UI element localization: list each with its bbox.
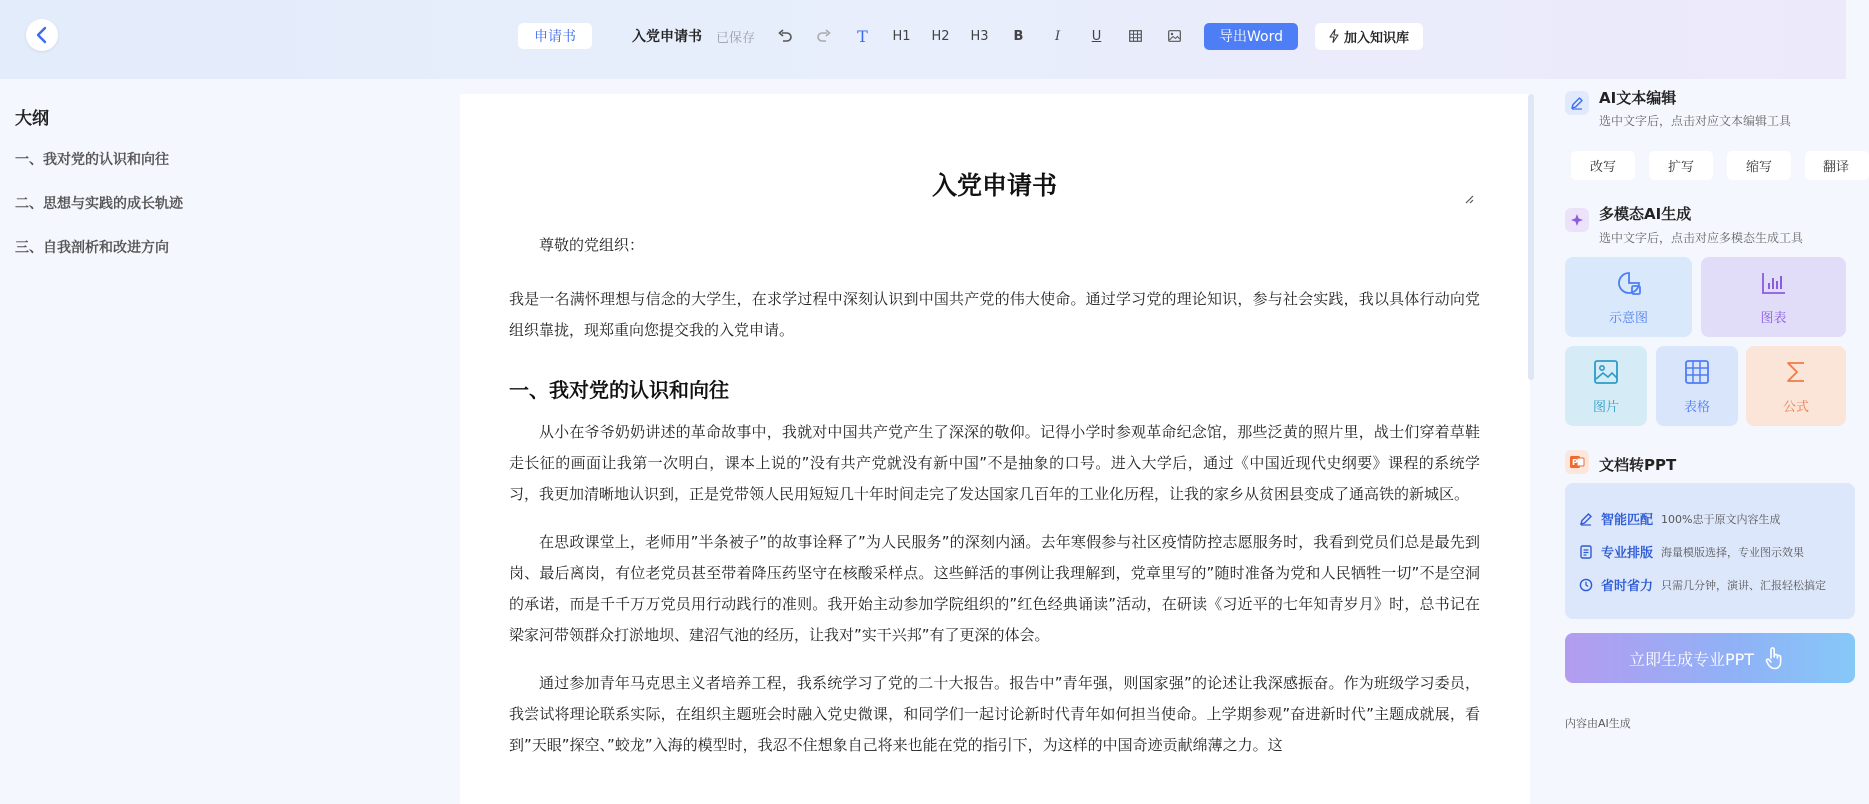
document-canvas[interactable] bbox=[460, 94, 1530, 804]
pen-icon bbox=[1565, 91, 1589, 115]
ai-edit-title: AI文本编辑 bbox=[1599, 89, 1677, 107]
ppt-icon bbox=[1565, 450, 1589, 474]
chart-tile[interactable] bbox=[1701, 257, 1846, 337]
sigma-icon bbox=[1782, 358, 1810, 386]
shorten-button[interactable]: 缩写 bbox=[1727, 151, 1791, 180]
multimodal-title: 多模态AI生成 bbox=[1599, 205, 1692, 223]
image-label: 图片 bbox=[1592, 399, 1619, 415]
document-icon bbox=[1579, 545, 1593, 559]
svg-text:P: P bbox=[1572, 458, 1578, 467]
intro-paragraph[interactable]: 我是一名满怀理想与信念的大学生，在求学过程中深刻认识到中国共产党的伟大使命。通过学习党的理论知识，参与社会实践，我以具体行动向党组织靠拢，现郑重向您提交我的入党申请。 bbox=[509, 290, 1480, 339]
section-heading[interactable]: 一、我对党的认识和向往 bbox=[509, 378, 729, 402]
image-tile[interactable] bbox=[1565, 346, 1647, 426]
heading1-button[interactable]: H1 bbox=[892, 28, 911, 44]
outline-item[interactable]: 二、思想与实践的成长轨迹 bbox=[15, 196, 183, 212]
undo-icon bbox=[778, 30, 792, 42]
feature-key: 智能匹配 bbox=[1601, 513, 1654, 528]
expand-button[interactable]: 扩写 bbox=[1649, 151, 1713, 180]
translate-button[interactable]: 翻译 bbox=[1805, 151, 1869, 180]
pointer-hand-icon bbox=[1764, 646, 1784, 670]
body-paragraph[interactable]: 从小在爷爷奶奶讲述的革命故事中，我就对中国共产党产生了深深的敬仰。记得小学时参观革命纪念馆，那些泛黄的照片里，战士们穿着草鞋走长征的画面让我第一次明白，课本上说的”没有共产党就没有新中国”不是抽象的口号。进入大学后，通过《中国近现代史纲要》课程的系统学习，我更加清晰地认识到，正是党带领人民用短短几十年时间走完了发达国家几百年的工业化历程，让我的家乡从贫困县变成了通高铁的新城区。 bbox=[509, 423, 1480, 503]
document-title[interactable]: 入党申请书 bbox=[931, 171, 1057, 200]
resize-handle-icon[interactable] bbox=[1464, 194, 1474, 204]
save-status: 已保存 bbox=[716, 30, 756, 46]
ai-edit-subtitle: 选中文字后，点击对应文本编辑工具 bbox=[1599, 114, 1792, 128]
feature-desc: 海量模版选择，专业图示效果 bbox=[1661, 545, 1805, 559]
doc-type-tag[interactable]: 申请书 bbox=[518, 23, 592, 49]
grid-table-icon bbox=[1683, 358, 1711, 386]
bold-button[interactable]: B bbox=[1013, 28, 1024, 44]
redo-button[interactable] bbox=[804, 22, 843, 50]
document-scrollbar[interactable] bbox=[1528, 94, 1534, 380]
underline-button[interactable]: U bbox=[1091, 28, 1102, 44]
undo-button[interactable] bbox=[765, 22, 804, 50]
redo-icon bbox=[817, 30, 831, 42]
diagram-icon bbox=[1615, 269, 1643, 297]
formula-tile[interactable] bbox=[1746, 346, 1846, 426]
lightning-icon bbox=[1329, 29, 1339, 43]
feature-row bbox=[1579, 542, 1804, 561]
format-tools bbox=[765, 22, 1194, 50]
body-paragraph[interactable]: 通过参加青年马克思主义者培养工程，我系统学习了党的二十大报告。报告中”青年强，则国家强”的论述让我深感振奋。作为班级学习委员，我尝试将理论联系实际，在组织主题班会时融入党史微课，和同学们一起讨论新时代青年如何担当使命。上学期参观”奋进新时代”主题成就展，看到”天眼”探空、”蛟龙”入海的模型时，我忍不住想象自己将来也能在党的指引下，为这样的中国奇迹贡献绵薄之力。这 bbox=[509, 674, 1480, 754]
clock-icon bbox=[1579, 578, 1593, 592]
table-icon bbox=[1129, 30, 1142, 42]
italic-button[interactable]: I bbox=[1054, 28, 1061, 44]
chevron-left-icon bbox=[35, 26, 49, 44]
table-button[interactable] bbox=[1116, 22, 1155, 50]
heading3-button[interactable]: H3 bbox=[970, 28, 989, 44]
feature-desc: 只需几分钟，演讲、汇报轻松搞定 bbox=[1661, 578, 1827, 592]
image-button[interactable] bbox=[1155, 22, 1194, 50]
ai-disclaimer: 内容由AI生成 bbox=[1565, 717, 1631, 730]
picture-icon bbox=[1592, 358, 1620, 386]
outline-item[interactable]: 一、我对党的认识和向往 bbox=[15, 152, 169, 168]
multimodal-subtitle: 选中文字后，点击对应多模态生成工具 bbox=[1599, 231, 1804, 245]
export-word-button[interactable]: 导出Word bbox=[1204, 23, 1298, 50]
doc-title-label: 入党申请书 bbox=[632, 29, 702, 45]
chart-label: 图表 bbox=[1760, 310, 1787, 326]
salutation[interactable]: 尊敬的党组织： bbox=[539, 236, 645, 254]
body-paragraph[interactable]: 在思政课堂上，老师用”半条被子”的故事诠释了”为人民服务”的深刻内涵。去年寒假参与社区疫情防控志愿服务时，我看到党员们总是最先到岗、最后离岗，有位老党员甚至带着降压药坚守在核酸采样点。这些鲜活的事例让我理解到，党章里写的”随时准备为党和人民牺牲一切”不是空洞的承诺，而是千千万万党员用行动践行的准则。我开始主动参加学院组织的”红色经典诵读”活动，在研读《习近平的七年知青岁月》时，总书记在梁家河带领群众打淤地坝、建沼气池的经历，让我对”实干兴邦”有了更深的体会。 bbox=[509, 533, 1480, 644]
ppt-features bbox=[1565, 483, 1855, 619]
sparkle-icon bbox=[1565, 208, 1589, 232]
feature-row bbox=[1579, 509, 1780, 528]
ppt-title: 文档转PPT bbox=[1599, 456, 1677, 474]
ai-tools-panel bbox=[1556, 79, 1850, 804]
feature-row bbox=[1579, 575, 1826, 594]
feature-key: 专业排版 bbox=[1601, 546, 1654, 561]
formula-label: 公式 bbox=[1782, 399, 1809, 415]
table-tile[interactable] bbox=[1656, 346, 1738, 426]
feature-desc: 100%忠于原文内容生成 bbox=[1661, 512, 1781, 526]
feature-key: 省时省力 bbox=[1601, 579, 1654, 594]
text-style-button[interactable]: T bbox=[857, 26, 868, 46]
diagram-label: 示意图 bbox=[1608, 310, 1648, 326]
outline-item[interactable]: 三、自我剖析和改进方向 bbox=[15, 240, 169, 256]
top-toolbar bbox=[0, 0, 1846, 79]
image-icon bbox=[1168, 30, 1181, 42]
outline-title: 大纲 bbox=[15, 109, 49, 129]
bar-chart-icon bbox=[1760, 269, 1788, 297]
add-knowledge-label: 加入知识库 bbox=[1344, 30, 1410, 46]
outline-panel bbox=[15, 104, 435, 281]
diagram-tile[interactable] bbox=[1565, 257, 1692, 337]
generate-ppt-button[interactable] bbox=[1565, 633, 1855, 683]
add-knowledge-button[interactable] bbox=[1315, 23, 1423, 50]
rewrite-button[interactable]: 改写 bbox=[1571, 151, 1635, 180]
heading2-button[interactable]: H2 bbox=[931, 28, 950, 44]
generate-ppt-label: 立即生成专业PPT bbox=[1629, 649, 1755, 669]
back-button[interactable] bbox=[26, 19, 58, 51]
edit-pen-icon bbox=[1579, 512, 1593, 526]
editor-toolbar bbox=[518, 22, 1423, 50]
table-label: 表格 bbox=[1683, 399, 1710, 415]
